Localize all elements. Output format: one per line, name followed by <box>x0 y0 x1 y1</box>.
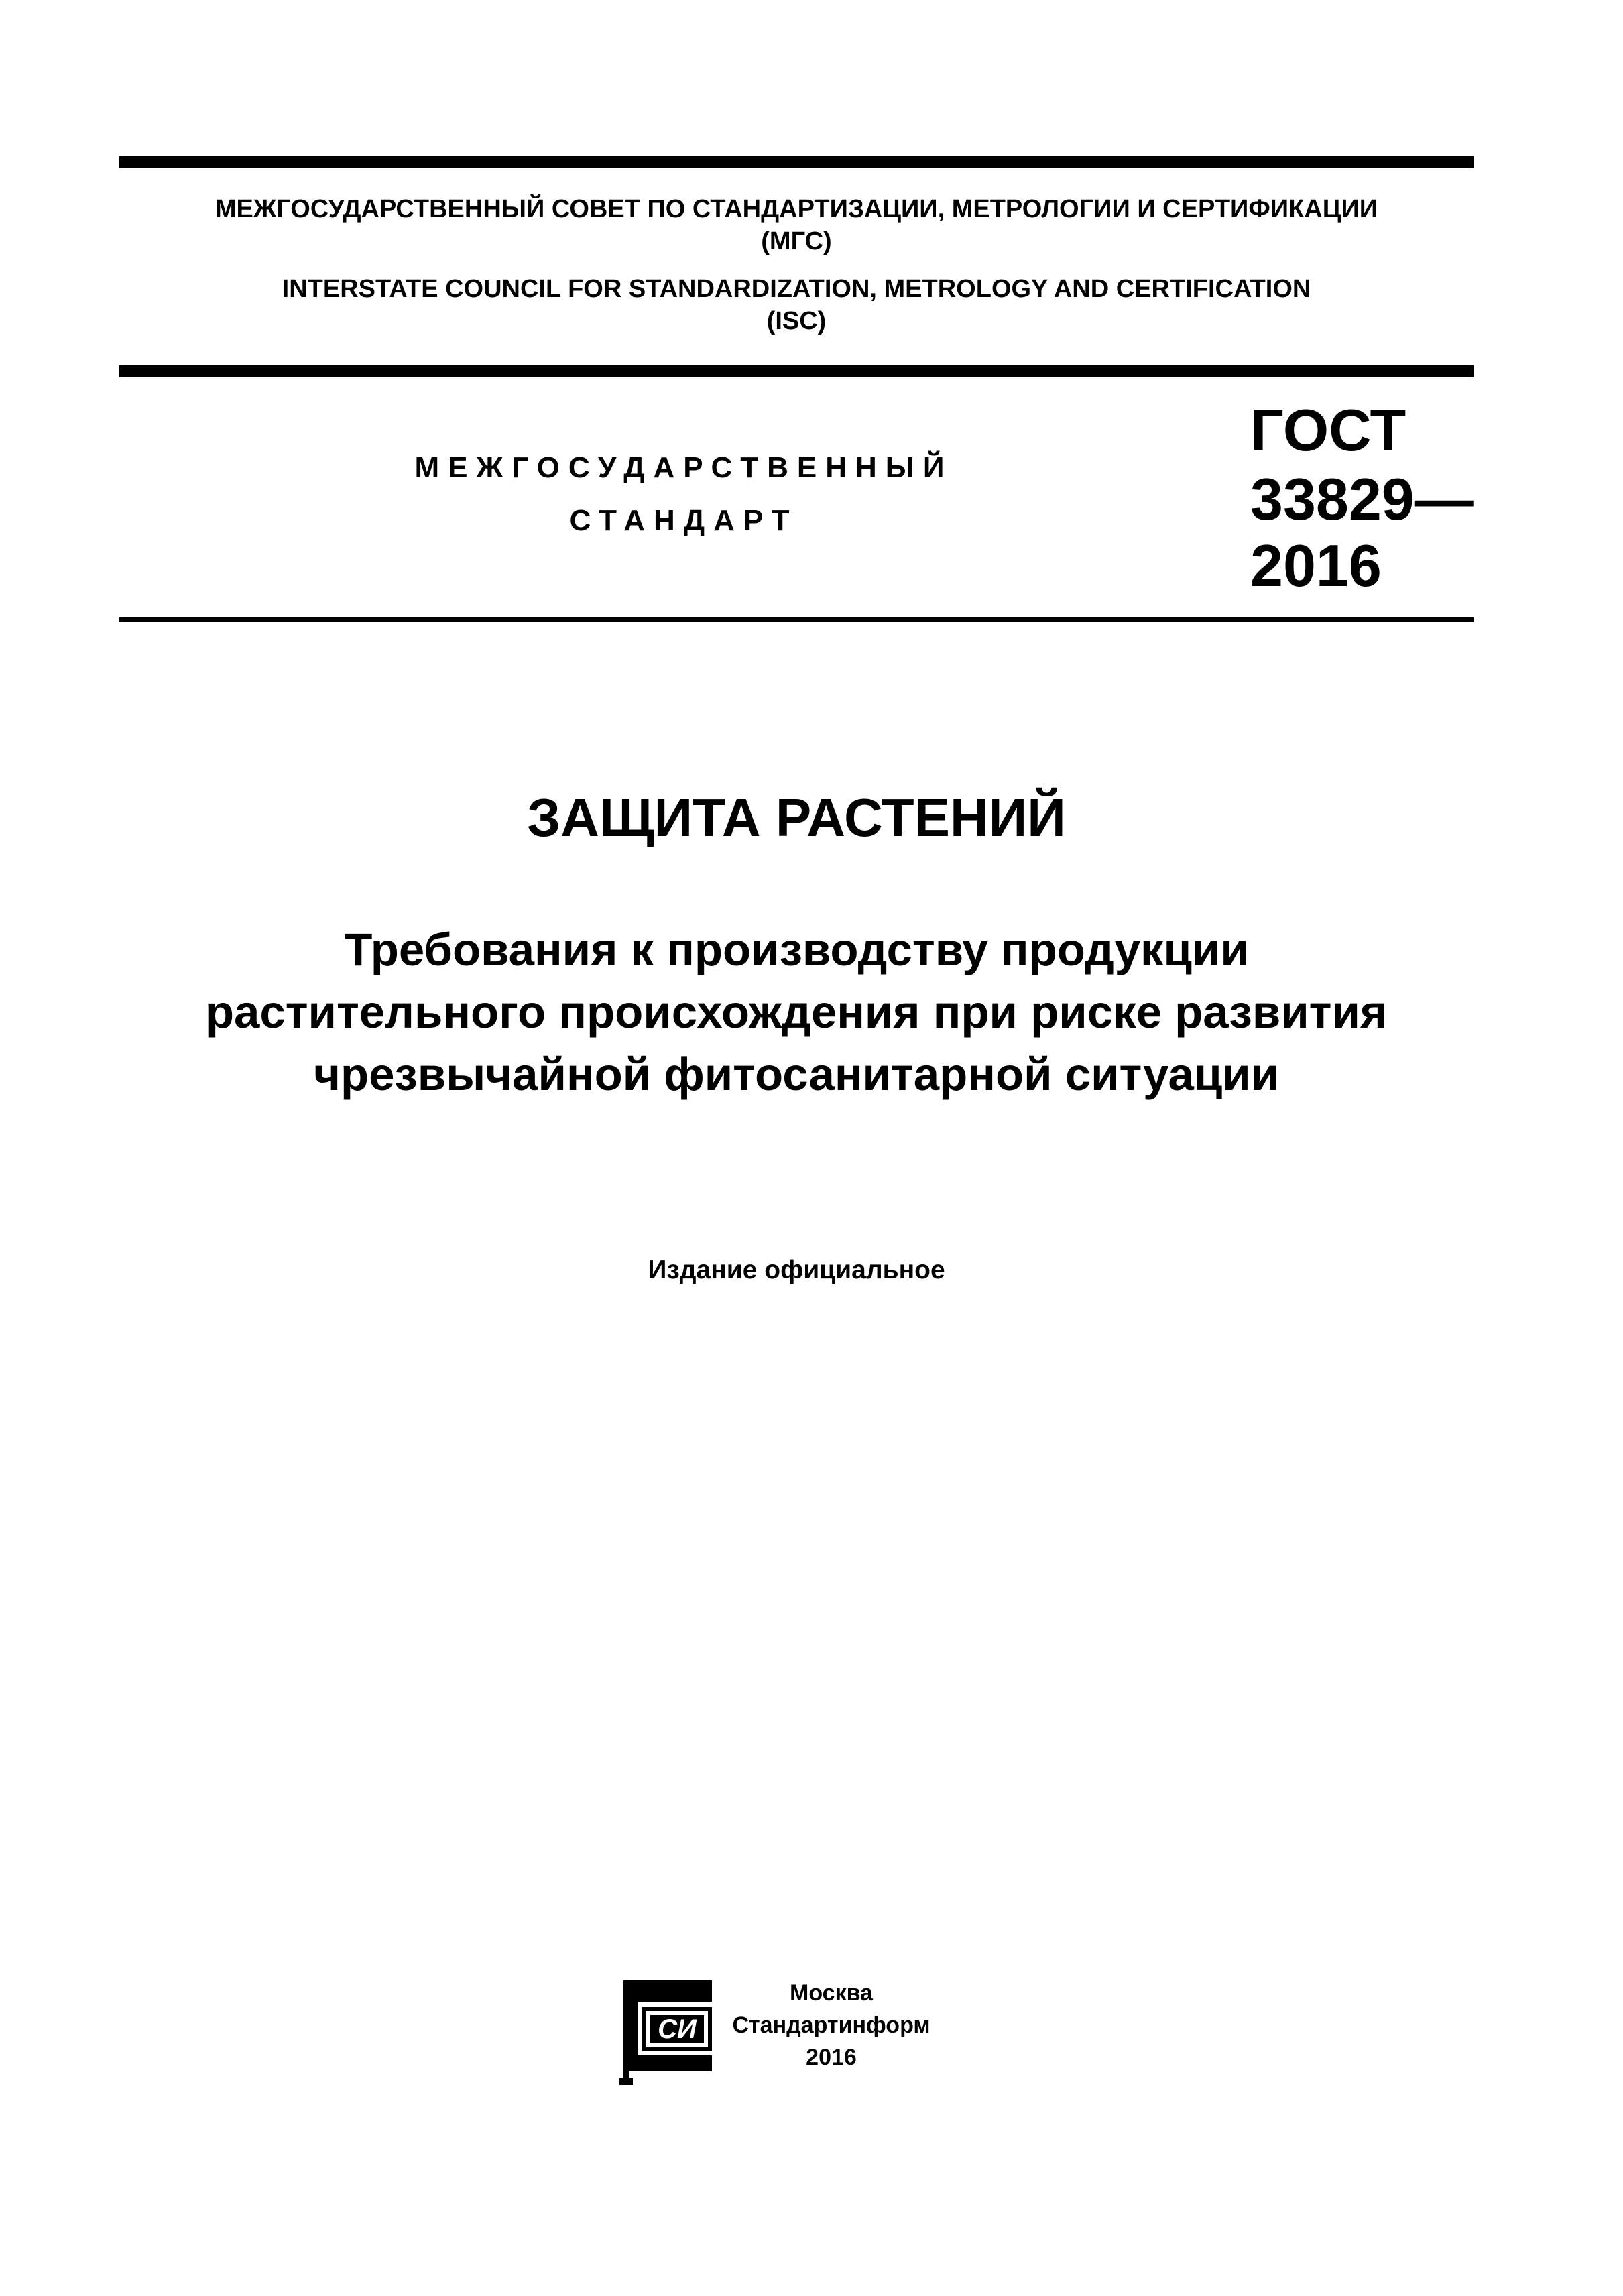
council-abbr-ru: (МГС) <box>761 227 832 255</box>
gost-number: 33829— <box>1250 466 1474 532</box>
logo-text: СИ <box>658 2014 697 2044</box>
council-name-ru: МЕЖГОСУДАРСТВЕННЫЙ СОВЕТ ПО СТАНДАРТИЗАЦИИ, МЕТРОЛОГИИ И СЕРТИФИКАЦИИ <box>215 195 1378 223</box>
bottom-rule <box>119 617 1474 622</box>
council-abbr-en: (ISC) <box>766 307 827 335</box>
standard-kind-line-1: МЕЖГОСУДАРСТВЕННЫЙ <box>414 451 953 484</box>
middle-rule <box>119 365 1474 377</box>
document-subtitle-line-3: чрезвычайной фитосанитарной ситуации <box>313 1048 1280 1100</box>
council-name-en: INTERSTATE COUNCIL FOR STANDARDIZATION, METROLOGY AND CERTIFICATION <box>282 275 1311 303</box>
document-title: ЗАЩИТА РАСТЕНИЙ <box>527 788 1066 847</box>
top-rule <box>119 156 1474 168</box>
document-subtitle-line-1: Требования к производству продукции <box>344 924 1249 975</box>
standard-kind-line-2: СТАНДАРТ <box>569 504 798 537</box>
imprint-year: 2016 <box>806 2045 857 2070</box>
gost-year: 2016 <box>1250 532 1382 599</box>
imprint-city: Москва <box>790 1980 873 2006</box>
imprint-publisher: Стандартинформ <box>732 2012 930 2038</box>
edition-note: Издание официальное <box>648 1256 945 1284</box>
standartinform-logo-icon <box>618 1978 717 2088</box>
gost-prefix: ГОСТ <box>1250 397 1406 463</box>
document-subtitle-line-2: растительного происхождения при риске развития <box>205 986 1388 1038</box>
